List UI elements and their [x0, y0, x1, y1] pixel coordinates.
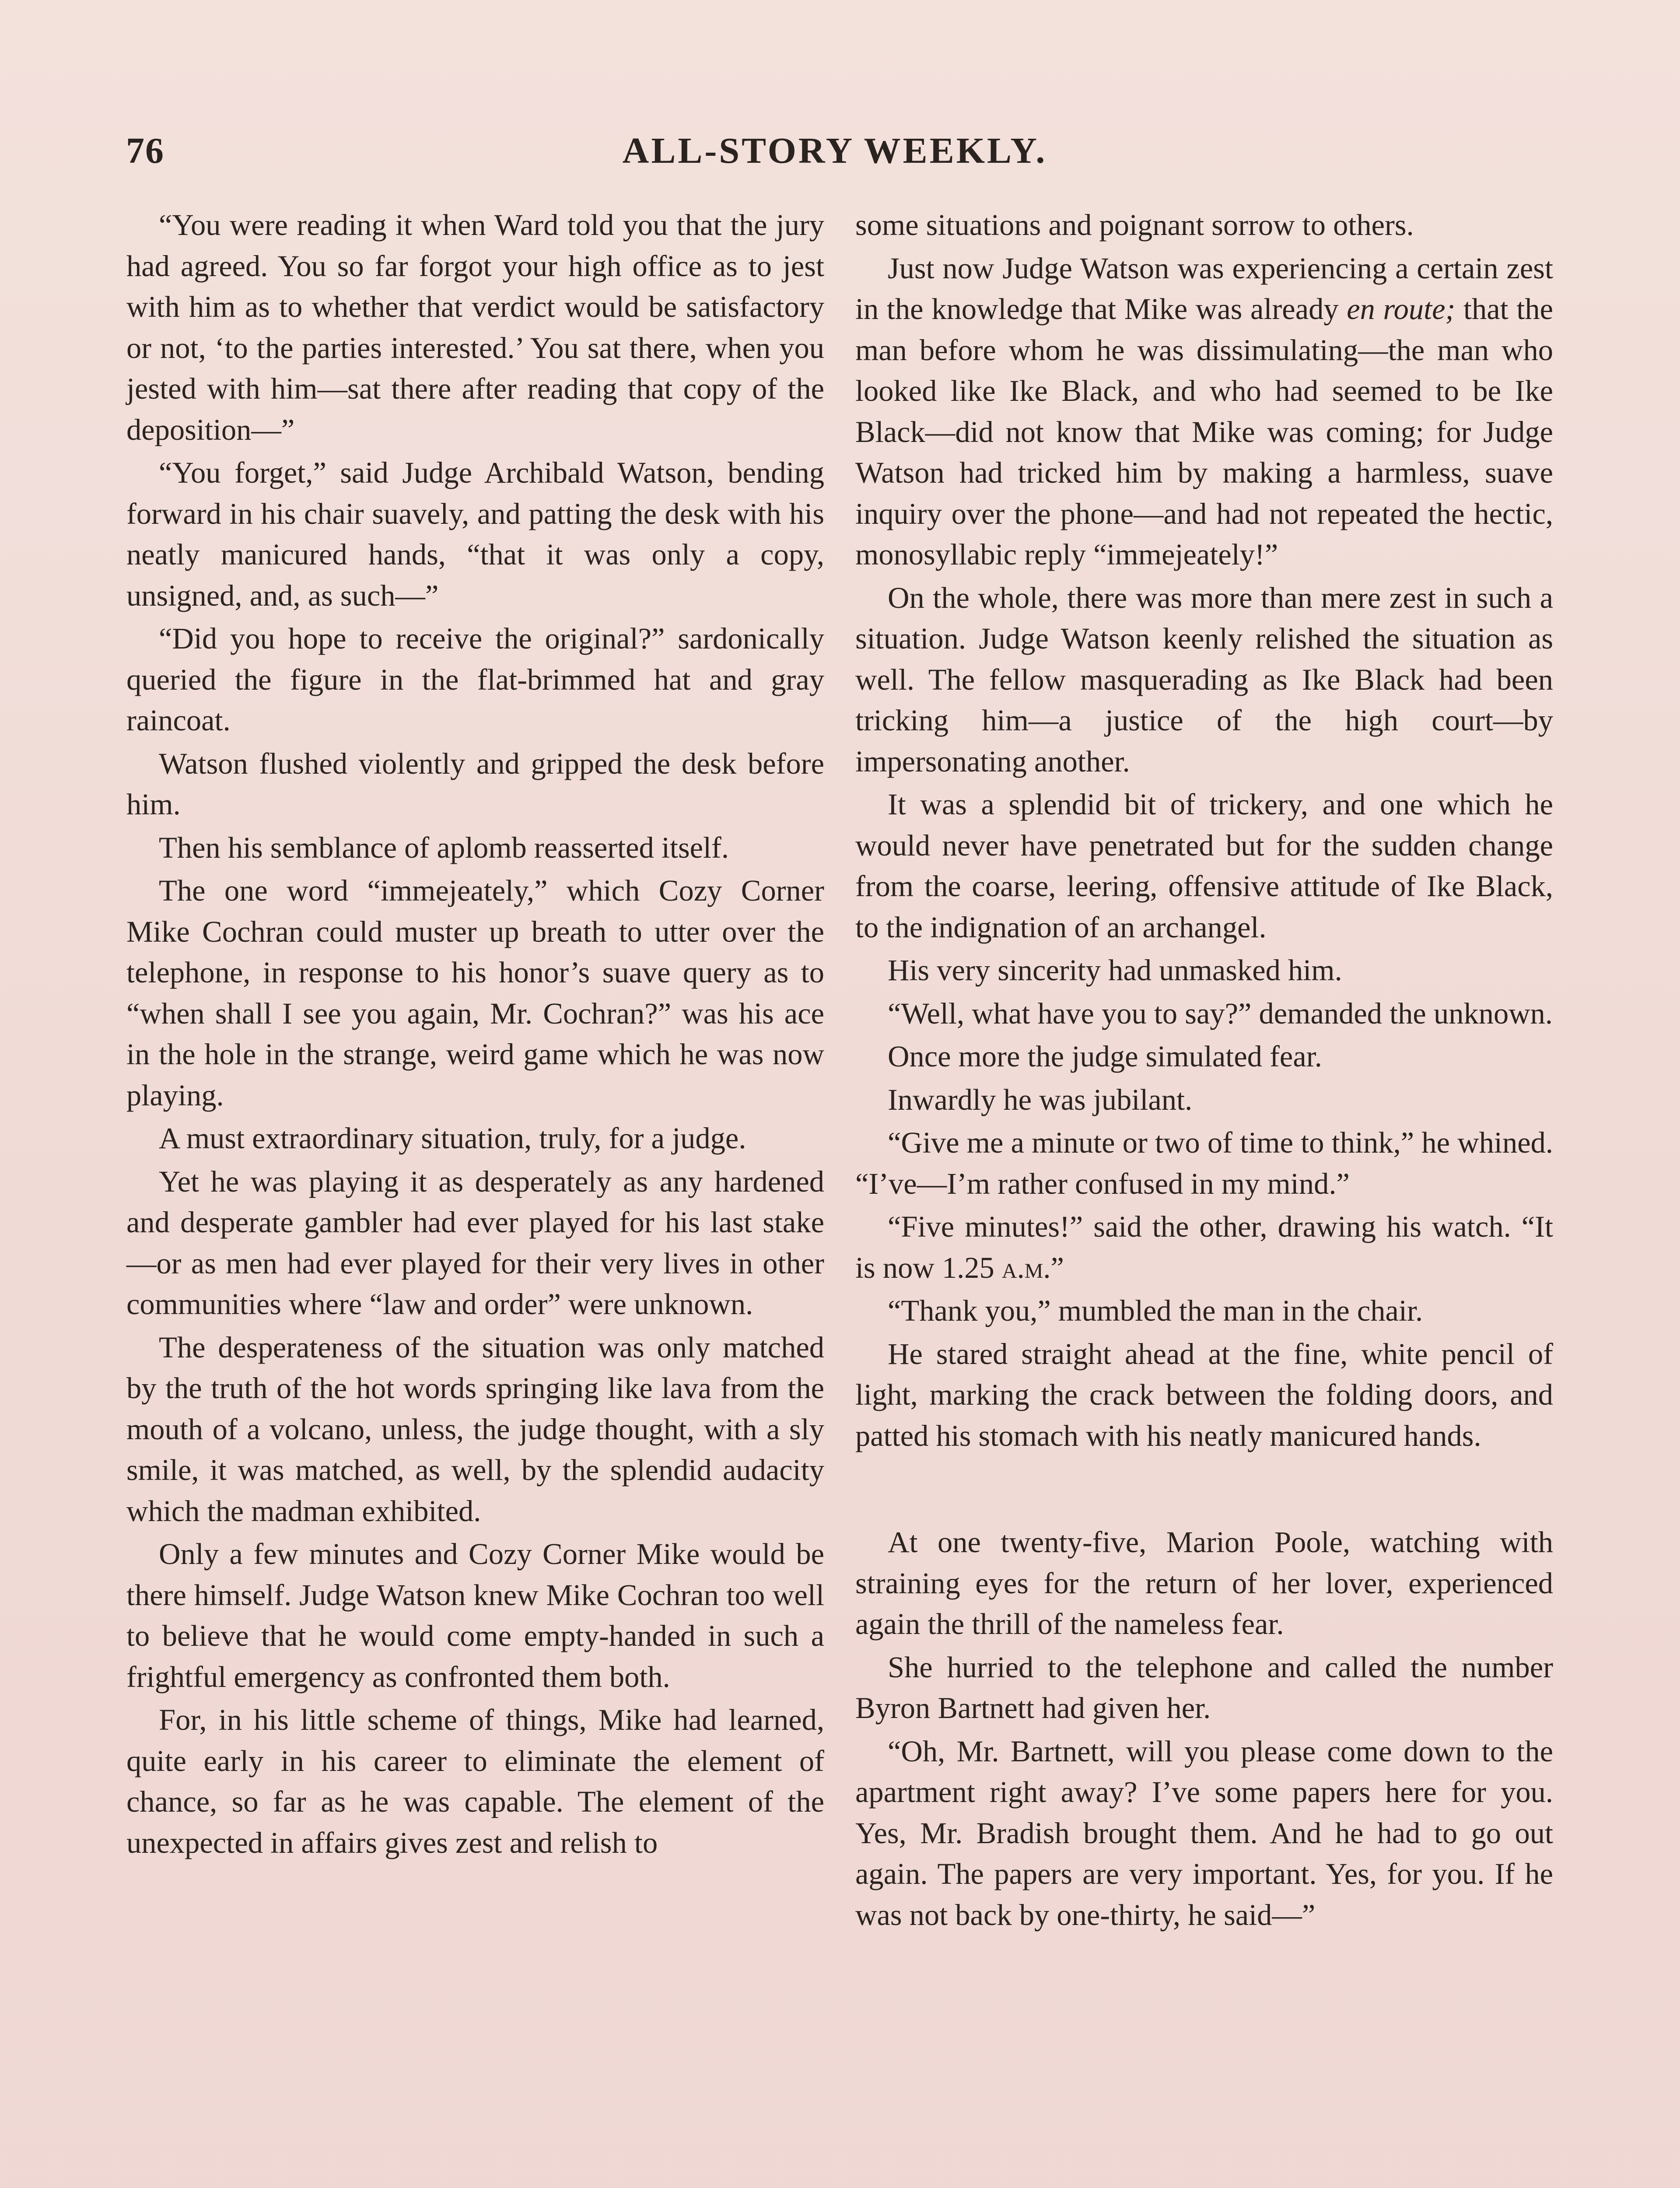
paragraph: Then his semblance of aplomb reasserted itself.	[159, 831, 729, 864]
paragraph: At one twenty-five, Marion Poole, watching with straining eyes for the return of her lover, experienced again the thrill of the nameless fear.	[855, 1525, 1553, 1641]
text-run: ”	[1050, 1251, 1064, 1284]
paragraph: It was a splendid bit of trickery, and one which he would never have penetrated but for the sudden change from the coarse, leering, offensive attitude of Ike Black, to the indignation of an archangel.	[855, 788, 1553, 944]
paragraph	[855, 248, 1553, 575]
right-column	[855, 205, 1553, 1938]
paragraph: “Well, what have you to say?” demanded the unknown.	[888, 996, 1553, 1030]
paragraph: He stared straight ahead at the fine, white pencil of light, marking the crack between the folding doors, and patted his stomach with his neatly manicured hands.	[855, 1337, 1553, 1452]
page-number: 76	[126, 130, 164, 171]
paragraph: His very sincerity had unmasked him.	[888, 954, 1342, 987]
paragraph: She hurried to the telephone and called the number Byron Bartnett had given her.	[855, 1650, 1553, 1725]
italic-phrase: en route;	[1347, 292, 1456, 326]
paragraph: The one word “immejeately,” which Cozy Corner Mike Cochran could muster up breath to utter over the telephone, in response to his honor’s suave query as to “when shall I see you again, Mr. Cochran?” was his ace in the hole in the strange, weird game which he was now playing.	[126, 874, 824, 1112]
paragraph: Inwardly he was jubilant.	[888, 1083, 1193, 1116]
paragraph: Watson flushed violently and gripped the desk before him.	[126, 747, 824, 821]
running-head: ALL-STORY WEEKLY.	[622, 130, 1047, 171]
paragraph: For, in his little scheme of things, Mike had learned, quite early in his career to eliminate the element of chance, so far as he was capable. The element of the unexpected in affairs gives zest and relish to	[126, 1703, 824, 1859]
paragraph: The desperateness of the situation was only matched by the truth of the hot words springing like lava from the mouth of a volcano, unless, the judge thought, with a sly smile, it was matched, as well, by the splendid audacity which the madman exhibited.	[126, 1330, 824, 1528]
paragraph: A must extraordinary situation, truly, for a judge.	[159, 1122, 746, 1155]
paragraph: “Thank you,” mumbled the man in the chair.	[888, 1294, 1423, 1327]
paragraph: Yet he was playing it as desperately as any hardened and desperate gambler had ever played for his last stake—or as men had ever played for their very lives in other communities where “law and order” were unknown.	[126, 1164, 824, 1321]
paragraph: “Oh, Mr. Bartnett, will you please come down to the apartment right away? I’ve some papers here for you. Yes, Mr. Bradish brought them. And he had to go out again. The papers are very important. Yes, for you. If he was not back by one-thirty, he said—”	[855, 1734, 1553, 1932]
paragraph: On the whole, there was more than mere zest in such a situation. Judge Watson keenly relished the situation as well. The fellow masquerading as Ike Black had been tricking him—a justice of the high court—by impersonating another.	[855, 581, 1553, 778]
page-header	[126, 130, 1544, 195]
left-column	[126, 205, 824, 1865]
paragraph	[855, 1206, 1553, 1288]
paragraph: “Give me a minute or two of time to think,” he whined. “I’ve—I’m rather confused in my mind.”	[855, 1126, 1553, 1200]
paragraph: “You were reading it when Ward told you that the jury had agreed. You so far forgot your high office as to jest with him as to whether that verdict would be satisfactory or not, ‘to the parties interested.’ You sat there, when you jested with him—sat there after reading that copy of the deposition—”	[126, 208, 824, 446]
paragraph: Once more the judge simulated fear.	[888, 1040, 1322, 1073]
text-run: Just now Judge Watson was experiencing a certain zest in the knowledge that Mike was already	[855, 251, 1553, 326]
time-value: 1.25 a.m.	[942, 1251, 1051, 1284]
paragraph: “Did you hope to receive the original?” sardonically queried the figure in the flat-brimmed hat and gray raincoat.	[126, 622, 824, 737]
paragraph: Only a few minutes and Cozy Corner Mike would be there himself. Judge Watson knew Mike Cochran too well to believe that he would come empty-handed in such a frightful emergency as confronted them both.	[126, 1537, 824, 1694]
text-run: “Five minutes!” said the other, drawing his watch. “It is now	[855, 1210, 1553, 1284]
paragraph: “You forget,” said Judge Archibald Watson, bending forward in his chair suavely, and patting the desk with his neatly manicured hands, “that it was only a copy, unsigned, and, as such—”	[126, 456, 824, 612]
continued-paragraph: some situations and poignant sorrow to others.	[855, 208, 1414, 242]
text-run: that the man before whom he was dissimulating—the man who looked like Ike Black, and who had seemed to be Ike Black—did not know that Mike was coming; for Judge Watson had tricked him by making a harmless, suave inquiry over the phone—and had not repeated the hectic, monosyllabic reply “immejeately!”	[855, 292, 1554, 571]
